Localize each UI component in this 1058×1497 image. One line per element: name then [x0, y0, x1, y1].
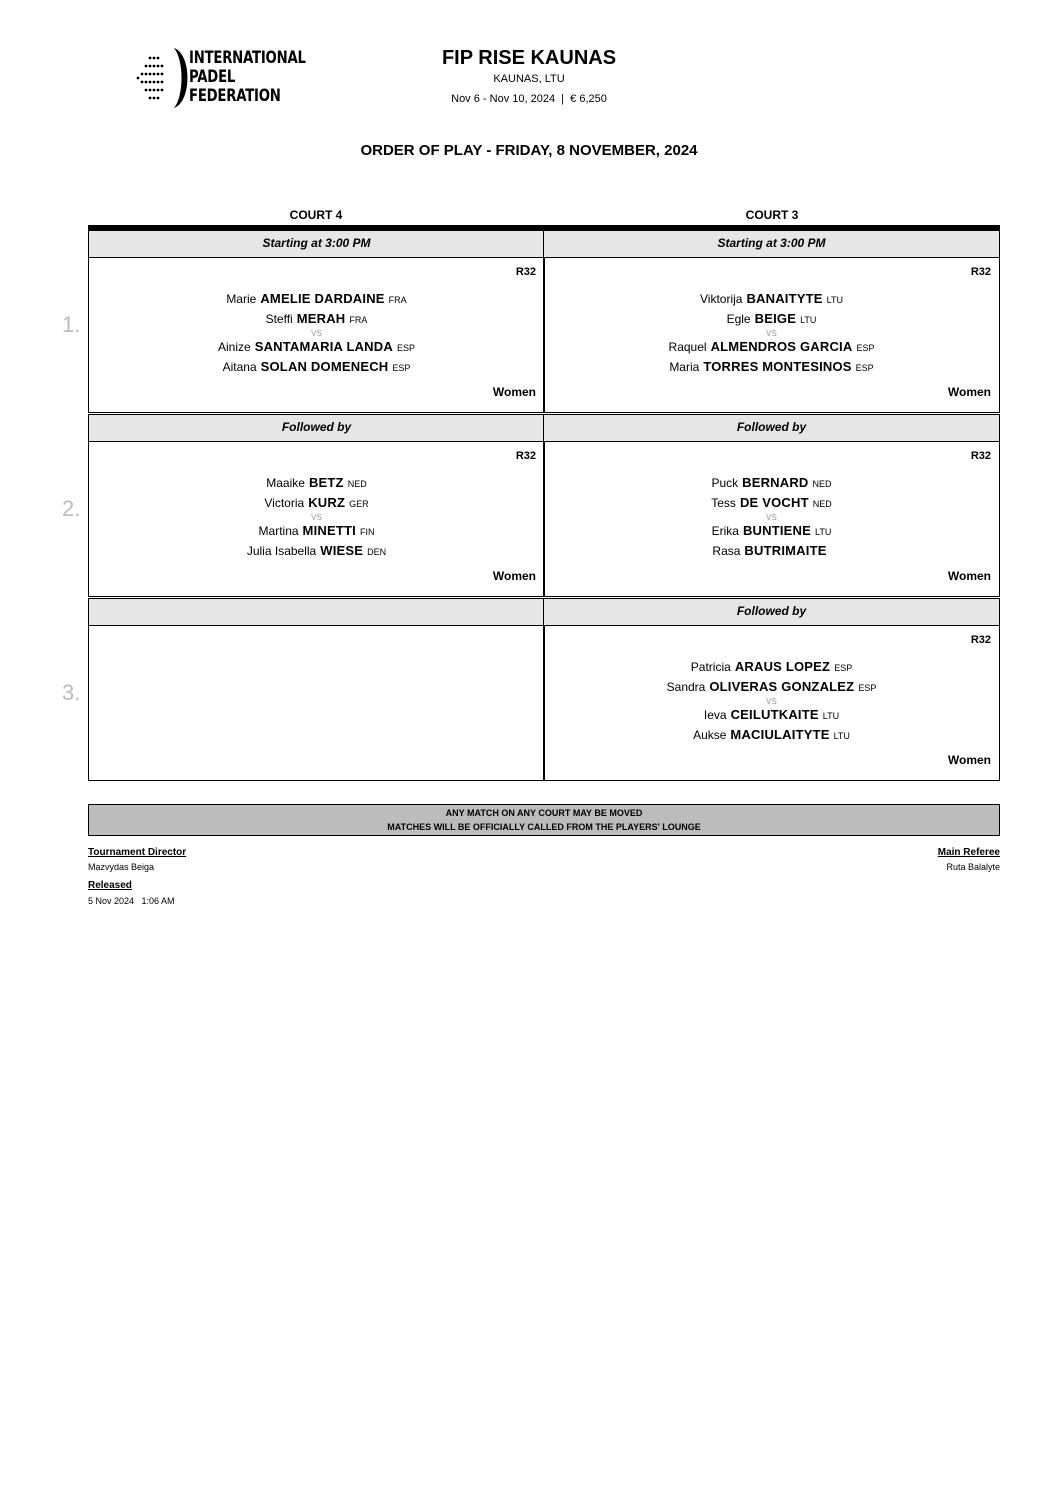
player-line	[89, 359, 544, 374]
round-label: R32	[970, 450, 991, 462]
player-first-name: Marie	[226, 292, 257, 306]
event-dates-prize: Nov 6 - Nov 10, 2024 | € 6,250	[451, 93, 607, 105]
player-country: NED	[812, 499, 832, 509]
player-country: FRA	[388, 295, 407, 305]
category-label: Women	[947, 569, 991, 583]
player-country: LTU	[822, 711, 840, 721]
logo-line: PADEL	[189, 67, 236, 87]
player-first-name: Egle	[726, 312, 751, 326]
vs-label: VS	[766, 697, 777, 706]
player-line	[89, 311, 544, 326]
player-line	[89, 495, 544, 510]
player-first-name: Patricia	[690, 660, 731, 674]
time-header	[88, 598, 545, 626]
player-first-name: Ieva	[703, 708, 727, 722]
player-first-name: Erika	[711, 524, 739, 538]
time-header: Starting at 3:00 PM	[543, 230, 1000, 258]
match-cell	[543, 625, 1000, 781]
logo-line: INTERNATIONAL	[189, 48, 306, 68]
court-4-title: COURT 4	[289, 208, 343, 222]
category-label: Women	[947, 753, 991, 767]
player-line	[544, 543, 999, 558]
player-country: ESP	[858, 683, 877, 693]
player-country: LTU	[815, 527, 832, 537]
player-line	[544, 707, 999, 722]
player-surname: ALMENDROS GARCIA	[710, 339, 853, 354]
player-surname: BUNTIENE	[742, 523, 812, 538]
round-label: R32	[515, 266, 536, 278]
player-first-name: Steffi	[265, 312, 293, 326]
event-location: KAUNAS, LTU	[493, 73, 565, 85]
player-surname: TORRES MONTESINOS	[703, 359, 852, 374]
referee-label: Main Referee	[937, 847, 1000, 858]
released-time: 5 Nov 2024 1:06 AM	[88, 896, 175, 906]
player-first-name: Martina	[258, 524, 299, 538]
player-country: ESP	[834, 663, 853, 673]
director-name: Mazvydas Beiga	[88, 862, 155, 872]
player-line	[89, 291, 544, 306]
player-line	[544, 359, 999, 374]
player-surname: BEIGE	[754, 311, 797, 326]
player-first-name: Ainize	[218, 340, 251, 354]
player-line	[89, 543, 544, 558]
player-country: NED	[812, 479, 832, 489]
category-label: Women	[947, 385, 991, 399]
player-line	[544, 495, 999, 510]
player-first-name: Maria	[669, 360, 700, 374]
player-surname: BETZ	[308, 475, 344, 490]
player-surname: SANTAMARIA LANDA	[254, 339, 393, 354]
order-of-play-title: ORDER OF PLAY - FRIDAY, 8 NOVEMBER, 2024	[360, 142, 698, 159]
row-number: 2.	[62, 496, 81, 521]
referee-name: Ruta Balalyte	[946, 862, 1000, 872]
round-label: R32	[970, 266, 991, 278]
player-country: ESP	[856, 343, 875, 353]
player-first-name: Aukse	[693, 728, 727, 742]
player-surname: KURZ	[308, 495, 346, 510]
player-line	[544, 339, 999, 354]
player-surname: WIESE	[320, 543, 364, 558]
director-label: Tournament Director	[88, 847, 187, 858]
player-country: LTU	[800, 315, 817, 325]
match-cell	[543, 257, 1000, 413]
notice-line: MATCHES WILL BE OFFICIALLY CALLED FROM THE PLAYERS' LOUNGE	[387, 822, 701, 832]
player-surname: MINETTI	[302, 523, 356, 538]
notice-box	[88, 804, 1000, 836]
time-header: Starting at 3:00 PM	[88, 230, 545, 258]
player-first-name: Viktorija	[699, 292, 743, 306]
player-line	[544, 727, 999, 742]
court-3-title: COURT 3	[745, 208, 799, 222]
player-country: GER	[349, 499, 369, 509]
player-line	[544, 291, 999, 306]
player-first-name: Aitana	[222, 360, 257, 374]
player-line	[544, 679, 999, 694]
match-cell	[543, 441, 1000, 597]
player-country: ESP	[855, 363, 874, 373]
player-line	[544, 311, 999, 326]
row-number: 3.	[62, 680, 81, 705]
player-country: ESP	[396, 343, 415, 353]
player-surname: BANAITYTE	[746, 291, 823, 306]
player-country: NED	[347, 479, 367, 489]
player-country: LTU	[826, 295, 843, 305]
player-surname: BUTRIMAITE	[744, 543, 827, 558]
player-surname: SOLAN DOMENECH	[260, 359, 389, 374]
player-country: ESP	[392, 363, 411, 373]
player-surname: OLIVERAS GONZALEZ	[709, 679, 855, 694]
match-cell	[88, 257, 545, 413]
round-label: R32	[515, 450, 536, 462]
player-first-name: Raquel	[668, 340, 707, 354]
match-cell	[88, 625, 545, 781]
player-line	[544, 523, 999, 538]
player-first-name: Puck	[711, 476, 739, 490]
player-line	[89, 523, 544, 538]
player-first-name: Tess	[711, 496, 736, 510]
logo-line: FEDERATION	[189, 86, 281, 106]
player-surname: ARAUS LOPEZ	[734, 659, 831, 674]
vs-label: VS	[311, 329, 322, 338]
player-country: FIN	[359, 527, 375, 537]
category-label: Women	[492, 385, 536, 399]
player-first-name: Victoria	[264, 496, 305, 510]
round-label: R32	[970, 634, 991, 646]
vs-label: VS	[766, 329, 777, 338]
category-label: Women	[492, 569, 536, 583]
time-header: Followed by	[543, 598, 1000, 626]
player-line	[89, 475, 544, 490]
match-cell	[88, 441, 545, 597]
player-surname: DE VOCHT	[739, 495, 809, 510]
row-number: 1.	[62, 312, 81, 337]
player-line	[89, 339, 544, 354]
notice-line: ANY MATCH ON ANY COURT MAY BE MOVED	[445, 808, 643, 818]
player-surname: MERAH	[296, 311, 346, 326]
player-surname: AMELIE DARDAINE	[260, 291, 385, 306]
released-label: Released	[88, 880, 132, 891]
vs-label: VS	[766, 513, 777, 522]
player-line	[544, 659, 999, 674]
player-line	[544, 475, 999, 490]
player-country: DEN	[367, 547, 387, 557]
event-title: FIP RISE KAUNAS	[441, 47, 617, 69]
player-surname: BERNARD	[742, 475, 809, 490]
player-first-name: Maaike	[266, 476, 305, 490]
vs-label: VS	[311, 513, 322, 522]
player-surname: MACIULAITYTE	[730, 727, 830, 742]
player-first-name: Rasa	[712, 544, 741, 558]
time-header: Followed by	[543, 414, 1000, 442]
player-first-name: Julia Isabella	[246, 544, 317, 558]
player-surname: CEILUTKAITE	[730, 707, 819, 722]
time-header: Followed by	[88, 414, 545, 442]
player-first-name: Sandra	[666, 680, 706, 694]
player-country: FRA	[349, 315, 368, 325]
player-country: LTU	[833, 731, 850, 741]
